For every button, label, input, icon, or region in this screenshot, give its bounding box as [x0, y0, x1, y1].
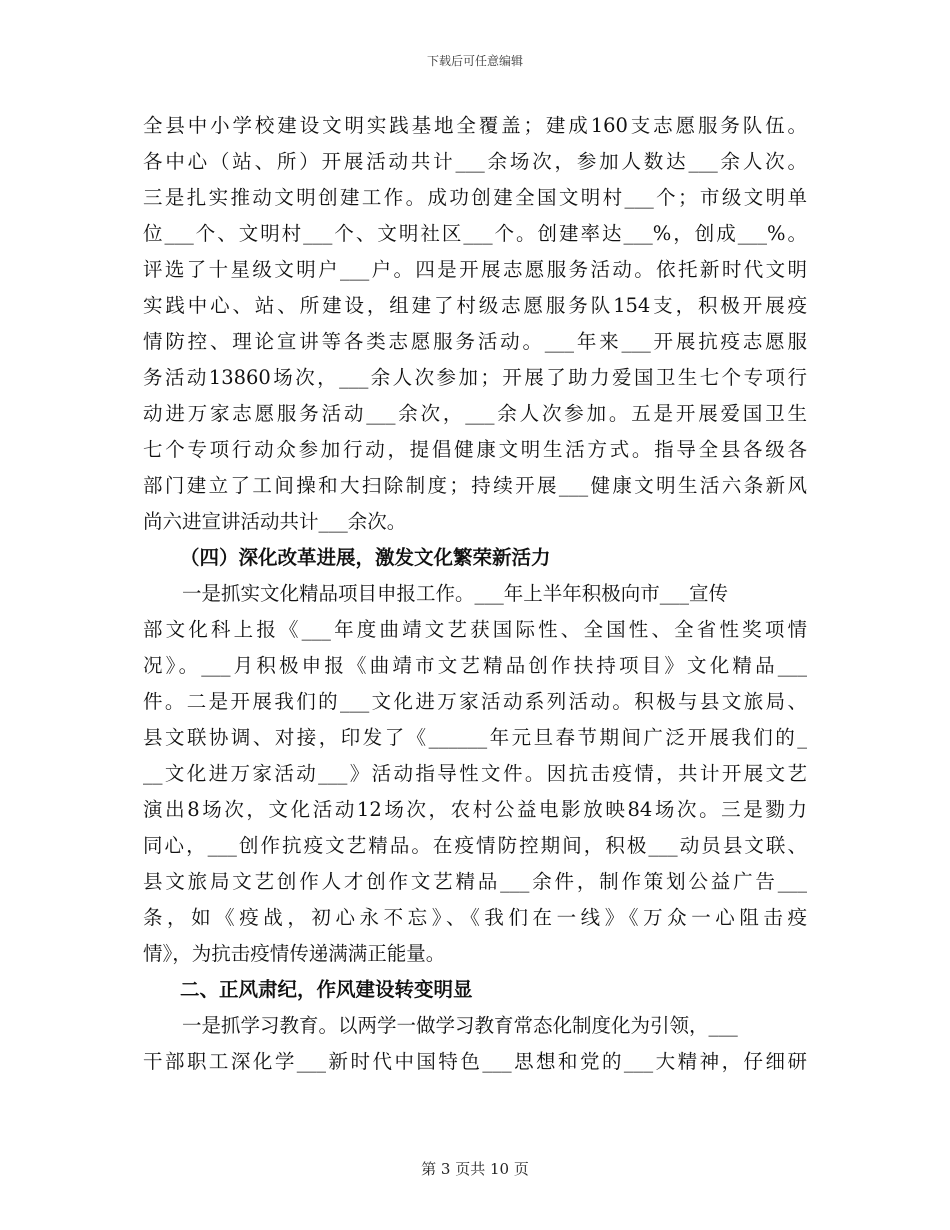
- paragraph-first-line: 一是抓实文化精品项目申报工作。___年上半年积极向市___宣传: [182, 582, 729, 605]
- text-line: 各中心（站、所）开展活动共计___余场次，参加人数达___余人次。: [143, 150, 807, 173]
- text-line: __文化进万家活动___》活动指导性文件。因抗击疫情，共计开展文艺: [143, 762, 807, 785]
- text-line: 情》，为抗击疫情传递满满正能量。: [143, 942, 446, 965]
- text-line: 县文旅局文艺创作人才创作文艺精品___余件，制作策划公益广告___: [143, 870, 807, 893]
- text-line: 况》。___月积极申报《曲靖市文艺精品创作扶持项目》文化精品___: [143, 654, 807, 677]
- text-line: 三是扎实推动文明创建工作。成功创建全国文明村___个；市级文明单: [143, 186, 807, 209]
- section-heading: （四）深化改革进展，激发文化繁荣新活力: [180, 546, 551, 569]
- text-line: 演出8场次，文化活动12场次，农村公益电影放映84场次。三是勠力: [143, 798, 807, 821]
- page-header: 下载后可任意编辑: [426, 54, 523, 68]
- text-line: 尚六进宣讲活动共计___余次。: [143, 510, 407, 533]
- text-line: 干部职工深化学___新时代中国特色___思想和党的___大精神，仔细研: [143, 1050, 807, 1073]
- text-line: 七个专项行动众参加行动，提倡健康文明生活方式。指导全县各级各: [143, 438, 807, 461]
- document-body: [143, 108, 807, 1080]
- text-line: 评选了十星级文明户___户。四是开展志愿服务活动。依托新时代文明: [143, 258, 807, 281]
- text-line: 位___个、文明村___个、文明社区___个。创建率达___%，创成___%。: [143, 222, 807, 245]
- text-line: 动进万家志愿服务活动___余次，___余人次参加。五是开展爱国卫生: [143, 402, 807, 425]
- text-line: 同心，___创作抗疫文艺精品。在疫情防控期间，积极___动员县文联、: [143, 834, 807, 857]
- text-line: 件。二是开展我们的___文化进万家活动系列活动。积极与县文旅局、: [143, 690, 807, 713]
- paragraph-first-line: 一是抓学习教育。以两学一做学习教育常态化制度化为引领，___: [182, 1014, 738, 1037]
- text-line: 全县中小学校建设文明实践基地全覆盖；建成160支志愿服务队伍。: [143, 114, 807, 137]
- text-line: 实践中心、站、所建设，组建了村级志愿服务队154支，积极开展疫: [143, 294, 807, 317]
- text-line: 部文化科上报《___年度曲靖文艺获国际性、全国性、全省性奖项情: [143, 618, 807, 641]
- page-footer: 第 3 页共 10 页: [421, 1160, 529, 1178]
- text-line: 务活动13860场次，___余人次参加；开展了助力爱国卫生七个专项行: [143, 366, 807, 389]
- text-line: 县文联协调、对接，印发了《______年元旦春节期间广泛开展我们的_: [143, 726, 807, 749]
- text-line: 情防控、理论宣讲等各类志愿服务活动。___年来___开展抗疫志愿服: [143, 330, 807, 353]
- text-line: 条，如《疫战，初心永不忘》、《我们在一线》《万众一心阻击疫: [143, 906, 807, 929]
- text-line: 部门建立了工间操和大扫除制度；持续开展___健康文明生活六条新风: [143, 474, 807, 497]
- section-heading: 二、正风肃纪，作风建设转变明显: [180, 978, 473, 1001]
